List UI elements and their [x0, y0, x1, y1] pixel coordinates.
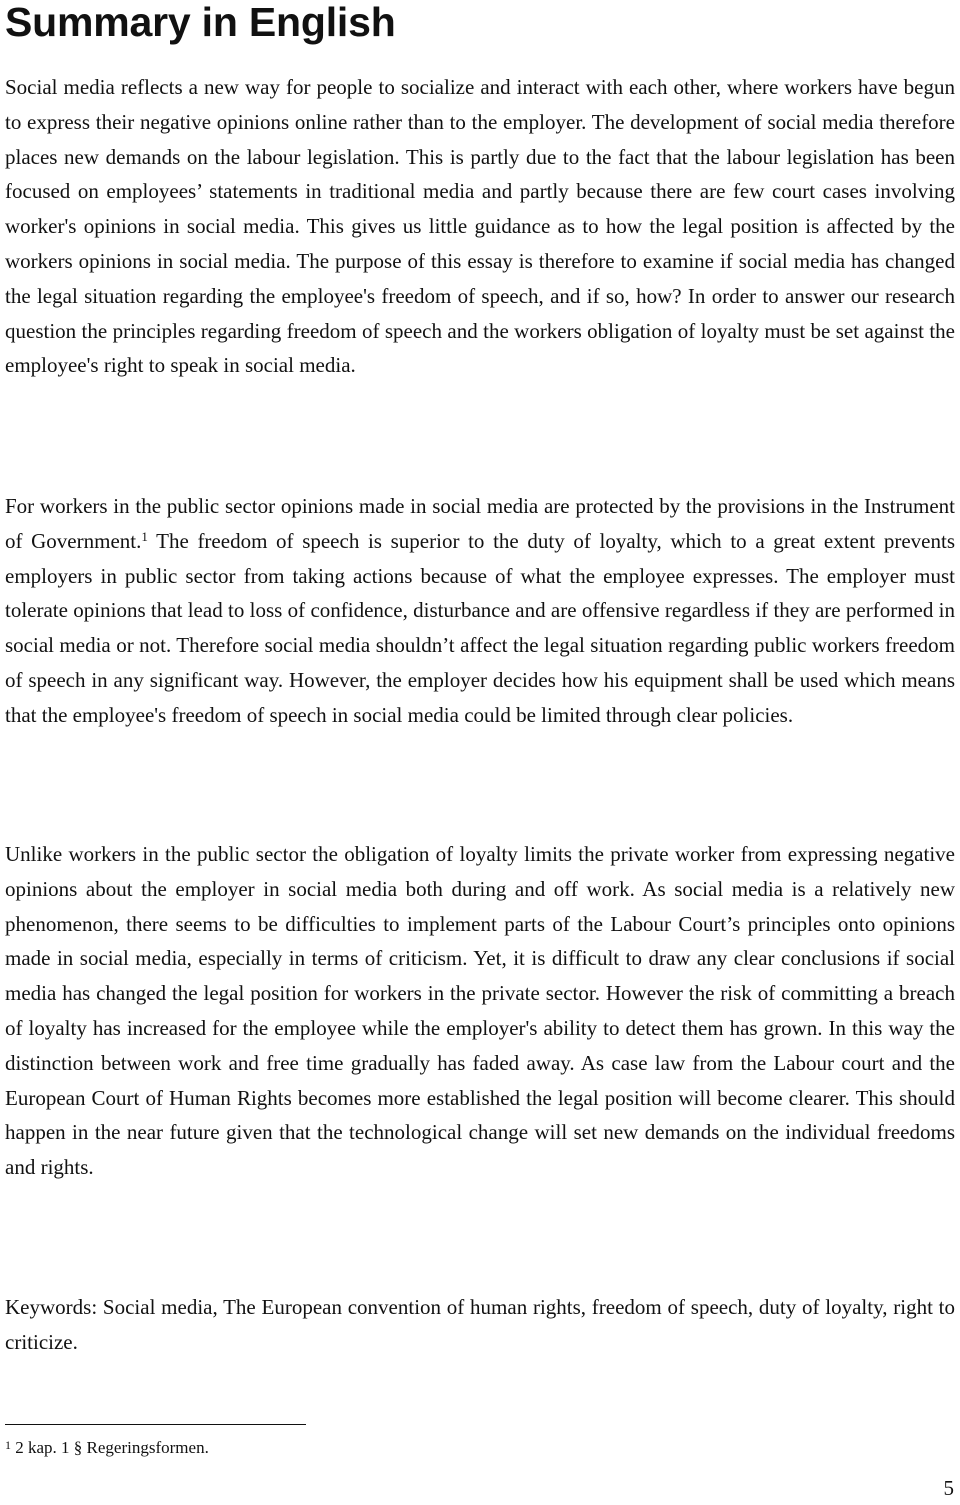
paragraph-2-text-start: For workers in the public sector opinions made in social media are protected by the provisions in the Instrument of Government. [5, 494, 955, 553]
summary-paragraph-1: Social media reflects a new way for people to socialize and interact with each other, where workers have begun to express their negative opinions online rather than to the employer. The development of social media therefore places new demands on the labour legislation. This is partly due to the fact that the labour legislation has been focused on employees’ statements in traditional media and partly because there are few court cases involving worker's opinions in social media. This gives us little guidance as to how the legal position is affected by the workers opinions in social media. The purpose of this essay is therefore to examine if social media has changed the legal situation regarding the employee's freedom of speech, and if so, how? In order to answer our research question the principles regarding freedom of speech and the workers obligation of loyalty must be set against the employee's right to speak in social media. [5, 75, 955, 378]
footnote [5, 1436, 209, 1460]
summary-paragraph-3: Unlike workers in the public sector the obligation of loyalty limits the private worker from expressing negative opinions about the employer in social media both during and off work. As social media is a relatively new phenomenon, there seems to be difficulties to implement parts of the Labour Court’s principles onto opinions made in social media, especially in terms of criticism. Yet, it is difficult to draw any clear conclusions if social media has changed the legal position for workers in the private sector. However the risk of committing a breach of loyalty has increased for the employee while the employer's ability to detect them has grown. In this way the distinction between work and free time gradually has faded away. As case law from the Labour court and the European Court of Human Rights becomes more established the legal position will become clearer. This should happen in the near future given that the technological change will set new demands on the individual freedoms and rights. [5, 842, 955, 1180]
page-number: 5 [943, 1476, 954, 1500]
summary-paragraph-2 [5, 489, 955, 733]
page-title: Summary in English [5, 0, 396, 45]
footnote-divider [5, 1424, 306, 1425]
keywords: Keywords: Social media, The European convention of human rights, freedom of speech, duty of loyalty, right to criticize. [5, 1295, 955, 1354]
paragraph-2-text-end: The freedom of speech is superior to the duty of loyalty, which to a great extent prevents employers in public sector from taking actions because of what the employee expresses. The employer must tolerate opinions that lead to loss of confidence, disturbance and are offensive regardless if they are performed in social media or not. Therefore social media shouldn’t affect the legal situation regarding public workers freedom of speech in any significant way. However, the employer decides how his equipment shall be used which means that the employee's freedom of speech in social media could be limited through clear policies. [5, 528, 956, 727]
footnote-text: 2 kap. 1 § Regeringsformen. [11, 1438, 209, 1457]
footnote-reference: 1 [141, 528, 148, 544]
footnote-marker: 1 [5, 1438, 11, 1452]
